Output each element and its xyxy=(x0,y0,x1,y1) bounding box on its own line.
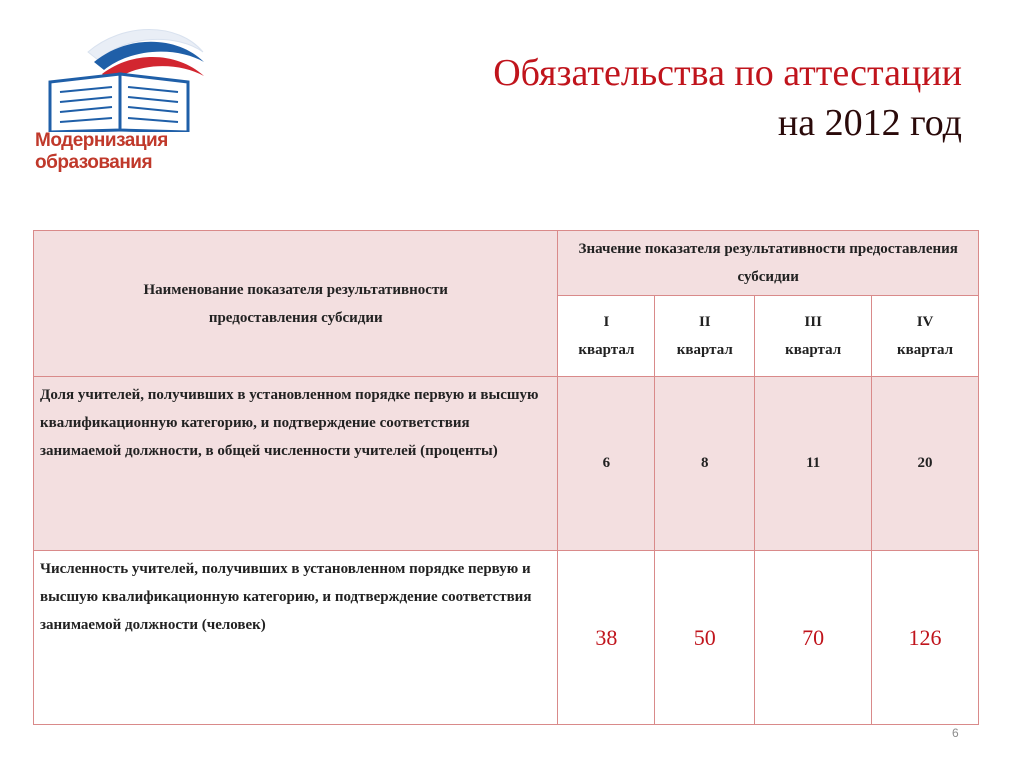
header-quarter-3 xyxy=(755,296,872,377)
row-1-value-q1: 6 xyxy=(558,377,655,551)
header-indicator-name-text: Наименование показателя результативности предоставления субсидии xyxy=(143,281,448,326)
quarter-4-num: IV xyxy=(916,314,934,330)
quarter-3-num: III xyxy=(804,314,822,330)
table-row xyxy=(34,377,979,551)
header-quarter-1 xyxy=(558,296,655,377)
quarter-1-num: I xyxy=(603,314,610,330)
row-2-value-q2: 50 xyxy=(655,551,755,725)
row-2-value-q3: 70 xyxy=(755,551,872,725)
header-indicator-name xyxy=(34,231,558,377)
page-title xyxy=(493,48,962,148)
row-2-description: Численность учителей, получивших в установленном порядке первую и высшую квалификационную категорию, и подтверждение соответствия занимаемой должности (человек) xyxy=(34,551,558,725)
quarter-4-label: квартал xyxy=(897,342,954,358)
row-1-description: Доля учителей, получивших в установленном порядке первую и высшую квалификационную категорию, и подтверждение соответствия занимаемой должности, в общей численности учителей (проценты) xyxy=(34,377,558,551)
indicator-table xyxy=(33,230,979,725)
quarter-1-label: квартал xyxy=(578,342,635,358)
quarter-2-num: II xyxy=(698,314,711,330)
header-indicator-value xyxy=(558,231,979,296)
row-1-value-q4: 20 xyxy=(872,377,979,551)
page-number: 6 xyxy=(952,726,959,740)
row-1-value-q2: 8 xyxy=(655,377,755,551)
title-line-2: на 2012 год xyxy=(777,102,962,144)
logo-text xyxy=(35,130,168,174)
header-quarter-2 xyxy=(655,296,755,377)
quarter-3-label: квартал xyxy=(785,342,842,358)
row-2-value-q4: 126 xyxy=(872,551,979,725)
header-quarter-4 xyxy=(872,296,979,377)
row-2-value-q1: 38 xyxy=(558,551,655,725)
open-book-flag-icon xyxy=(28,22,208,132)
table-header-row xyxy=(34,231,979,296)
title-line-1: Обязательства по аттестации xyxy=(493,52,962,94)
row-1-value-q3: 11 xyxy=(755,377,872,551)
table-row xyxy=(34,551,979,725)
header-indicator-value-text: Значение показателя результативности предоставления субсидии xyxy=(578,241,958,285)
quarter-2-label: квартал xyxy=(676,342,733,358)
logo-line-1: Модернизация xyxy=(35,130,168,151)
logo-line-2: образования xyxy=(35,152,153,173)
